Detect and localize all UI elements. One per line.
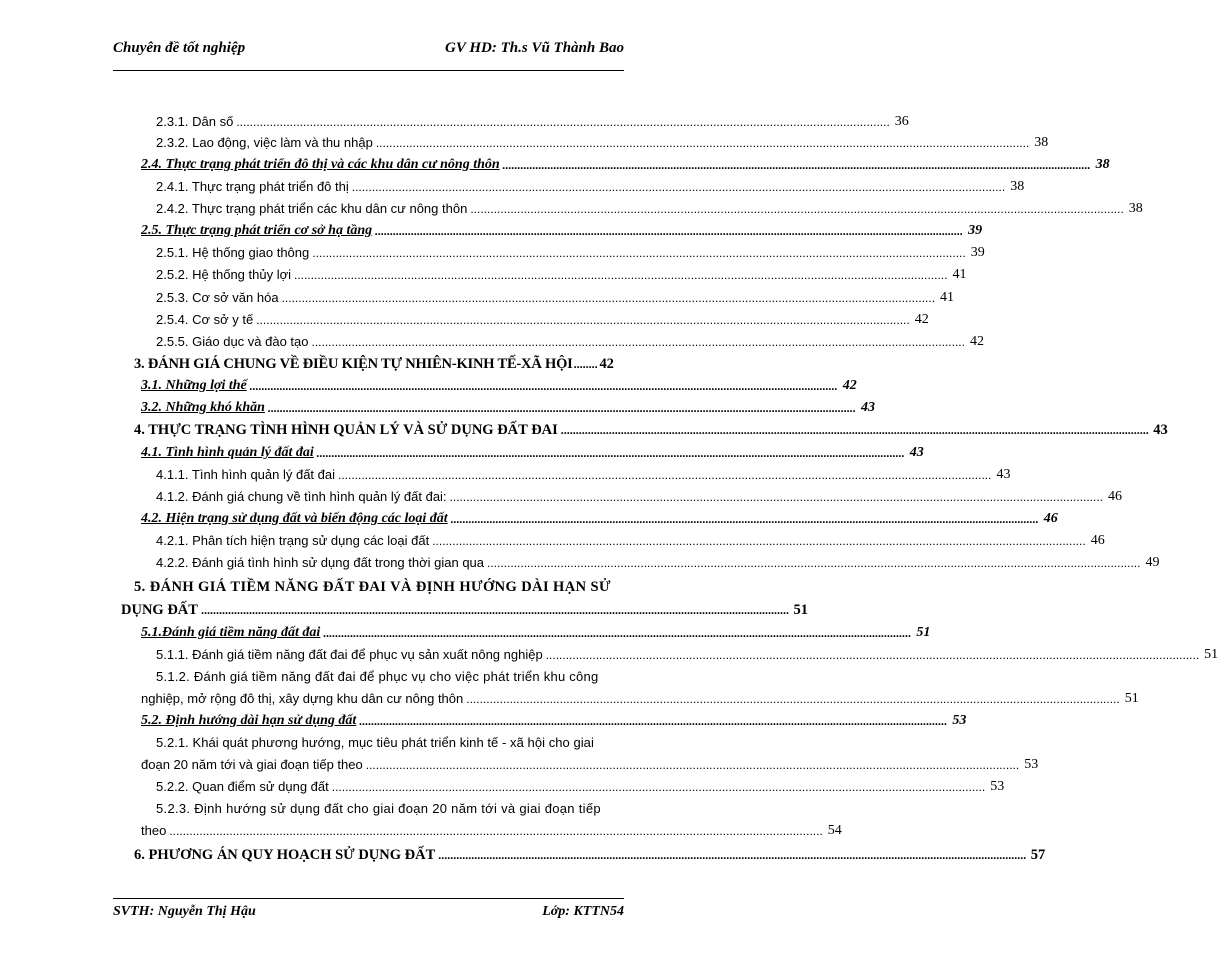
toc-entry[interactable]: 4. THỰC TRẠNG TÌNH HÌNH QUẢN LÝ VÀ SỬ DỤNG ĐẤT ĐAI .................................................................................................................................................................................................... 43 [134,422,1168,438]
toc-entry-continued[interactable]: 5.1.2. Đánh giá tiềm năng đất đai để phục vụ cho việc phát triển khu công [156,669,599,684]
toc-entry[interactable]: 2.4.1. Thực trạng phát triển đô thị .................................................................................................................................................................................................... 38 [156,179,1025,194]
toc-entry[interactable]: 2.5.5. Giáo dục và đào tạo .................................................................................................................................................................................................... 42 [156,334,984,349]
toc-entry[interactable]: theo .................................................................................................................................................................................................... 54 [141,823,842,838]
toc-entry[interactable]: 3.1. Những lợi thế .................................................................................................................................................................................................... 42 [141,378,857,393]
footer-class: Lớp: KTTN54 [542,904,624,919]
header-advisor: GV HD: Th.s Vũ Thành Bao [445,40,624,56]
toc-entry[interactable]: 2.5.1. Hệ thống giao thông .................................................................................................................................................................................................... 39 [156,245,985,260]
toc-entry[interactable]: 2.3.1. Dân số .................................................................................................................................................................................................... 36 [156,114,909,129]
toc-entry[interactable]: 5.1.1. Đánh giá tiềm năng đất đai để phục vụ sản xuất nông nghiệp .................................................................................................................................................................................................... 51 [156,647,1218,662]
toc-entry[interactable]: 2.3.2. Lao động, việc làm và thu nhập .................................................................................................................................................................................................... 38 [156,135,1049,150]
toc-entry[interactable]: DỤNG ĐẤT .................................................................................................................................................................................................... 51 [121,602,808,618]
footer-student: SVTH: Nguyễn Thị Hậu [113,904,256,919]
toc-entry[interactable]: nghiệp, mở rộng đô thị, xây dựng khu dân cư nông thôn .................................................................................................................................................................................................... 51 [141,691,1139,706]
toc-entry[interactable]: 2.5. Thực trạng phát triển cơ sở hạ tầng .................................................................................................................................................................................................... 39 [141,223,983,238]
toc-entry[interactable]: 3. ĐÁNH GIÁ CHUNG VỀ ĐIỀU KIỆN TỰ NHIÊN-KINH TẾ-XÃ HỘI ........ 42 [134,356,614,372]
toc-entry[interactable]: 6. PHƯƠNG ÁN QUY HOẠCH SỬ DỤNG ĐẤT .................................................................................................................................................................................................... 57 [134,847,1046,863]
toc-entry[interactable]: 4.2.2. Đánh giá tình hình sử dụng đất trong thời gian qua .................................................................................................................................................................................................... 49 [156,555,1160,570]
header-document-type: Chuyên đề tốt nghiệp [113,40,246,56]
toc-entry[interactable]: 2.5.3. Cơ sở văn hóa .................................................................................................................................................................................................... 41 [156,290,955,305]
toc-entry[interactable]: 2.5.2. Hệ thống thủy lợi .................................................................................................................................................................................................... 41 [156,267,967,282]
toc-entry[interactable]: 2.4.2. Thực trạng phát triển các khu dân cư nông thôn .................................................................................................................................................................................................... 38 [156,201,1143,216]
toc-entry[interactable]: 5.1.Đánh giá tiềm năng đất đai .................................................................................................................................................................................................... 51 [141,625,931,640]
toc-entry[interactable]: đoạn 20 năm tới và giai đoạn tiếp theo .................................................................................................................................................................................................... 53 [141,757,1039,772]
toc-entry[interactable]: 4.1. Tình hình quản lý đất đai .................................................................................................................................................................................................... 43 [141,445,924,460]
footer-rule [113,898,624,899]
toc-entry-continued[interactable]: 5. ĐÁNH GIÁ TIỀM NĂNG ĐẤT ĐAI VÀ ĐỊNH HƯỚNG DÀI HẠN SỬ [134,579,611,595]
toc-entry[interactable]: 5.2. Định hướng dài hạn sử dụng đất .................................................................................................................................................................................................... 53 [141,713,967,728]
toc-entry[interactable]: 5.2.2. Quan điểm sử dụng đất .................................................................................................................................................................................................... 53 [156,779,1005,794]
toc-entry[interactable]: 2.4. Thực trạng phát triển đô thị và các khu dân cư nông thôn .................................................................................................................................................................................................... 38 [141,157,1110,172]
toc-entry[interactable]: 4.2. Hiện trạng sử dụng đất và biến động các loại đất .................................................................................................................................................................................................... 46 [141,511,1058,526]
toc-entry-continued[interactable]: 5.2.3. Định hướng sử dụng đất cho giai đoạn 20 năm tới và giai đoạn tiếp [156,801,601,816]
toc-entry[interactable]: 4.1.1. Tình hình quản lý đất đai .................................................................................................................................................................................................... 43 [156,467,1011,482]
page-footer [113,904,624,926]
toc-entry[interactable]: 3.2. Những khó khăn .................................................................................................................................................................................................... 43 [141,400,875,415]
toc-entry[interactable]: 2.5.4. Cơ sở y tế .................................................................................................................................................................................................... 42 [156,312,929,327]
toc-entry[interactable]: 4.2.1. Phân tích hiện trạng sử dụng các loại đất .................................................................................................................................................................................................... 46 [156,533,1105,548]
toc-entry-continued[interactable]: 5.2.1. Khái quát phương hướng, mục tiêu phát triển kinh tế - xã hội cho giai [156,735,594,750]
toc-entry[interactable]: 4.1.2. Đánh giá chung về tình hình quản lý đất đai: .................................................................................................................................................................................................... 46 [156,489,1123,504]
